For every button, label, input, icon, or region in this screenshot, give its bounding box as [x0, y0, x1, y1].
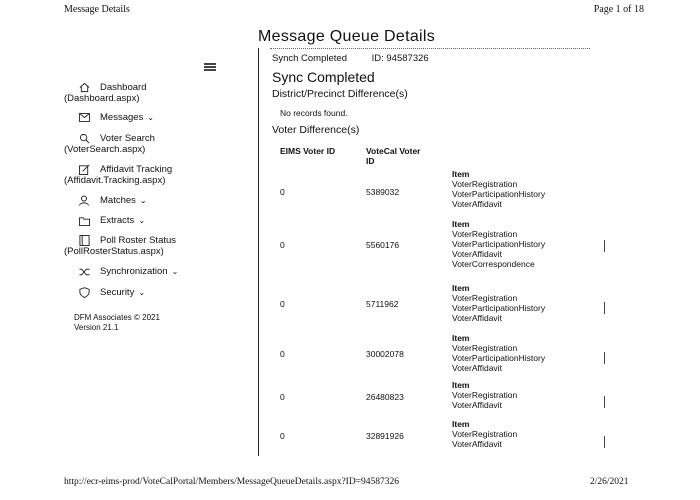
items-cell [452, 333, 545, 373]
print-page-number: Page 1 of 18 [593, 4, 644, 15]
sidebar-item-security[interactable] [62, 287, 222, 298]
sync-status-text: Synch Completed [272, 53, 347, 64]
sidebar-item-label: Matches [100, 195, 136, 206]
votecal-id-cell: 5389032 [366, 187, 400, 197]
item-text: VoterAffidavit [452, 363, 502, 373]
chevron-down-icon: ⌄ [138, 288, 146, 297]
district-heading: District/Precinct Difference(s) [272, 88, 408, 100]
items-cell [452, 283, 545, 323]
envelope-icon [76, 113, 92, 122]
copyright-text: DFM Associates © 2021 [74, 313, 160, 322]
item-text: VoterAffidavit [452, 400, 502, 410]
print-header-title: Message Details [64, 4, 130, 15]
chevron-down-icon: ⌄ [171, 267, 179, 276]
sync-status-line [272, 53, 429, 64]
shield-icon [76, 287, 92, 298]
eims-id-cell: 0 [280, 187, 285, 197]
sync-heading: Sync Completed [272, 69, 375, 85]
item-text: VoterCorrespondence [452, 259, 535, 269]
item-text: VoterRegistration [452, 429, 518, 439]
scroll-tick [604, 240, 605, 252]
sidebar-item-poll-roster-status[interactable] [62, 235, 222, 257]
chevron-down-icon: ⌄ [147, 113, 155, 122]
items-header: Item [452, 419, 470, 429]
sidebar-item-label: Voter Search [100, 133, 155, 144]
chevron-down-icon: ⌄ [138, 216, 146, 225]
version-text: Version 21.1 [74, 323, 119, 332]
sidebar-item-label: Extracts [100, 215, 135, 226]
item-text: VoterParticipationHistory [452, 353, 546, 363]
sidebar-item-sub: (Affidavit.Tracking.aspx) [64, 175, 166, 186]
scroll-tick [604, 302, 605, 314]
menu-toggle-icon[interactable] [204, 63, 216, 71]
votecal-id-cell: 5560176 [366, 240, 400, 250]
items-cell [452, 419, 517, 449]
scroll-tick [604, 352, 605, 364]
item-text: VoterRegistration [452, 229, 518, 239]
item-text: VoterParticipationHistory [452, 189, 546, 199]
item-text: VoterAffidavit [452, 249, 502, 259]
home-icon [76, 82, 92, 93]
message-id-text: ID: 94587326 [371, 53, 429, 64]
sidebar-item-messages[interactable] [62, 112, 222, 123]
items-header: Item [452, 169, 470, 179]
users-icon [76, 195, 92, 206]
votecal-id-cell: 26480823 [366, 392, 404, 402]
eims-id-cell: 0 [280, 392, 285, 402]
sidebar-item-label: Dashboard [100, 82, 147, 93]
sidebar-item-sub: (PollRosterStatus.aspx) [64, 246, 164, 257]
sidebar-item-synchronization[interactable] [62, 266, 222, 277]
message-details-panel [258, 48, 610, 456]
sidebar-item-label: Synchronization [100, 266, 168, 277]
items-header: Item [452, 380, 470, 390]
item-text: VoterParticipationHistory [452, 303, 546, 313]
item-text: VoterRegistration [452, 293, 518, 303]
sidebar-item-affidavit-tracking[interactable] [62, 164, 222, 186]
sidebar-item-label: Poll Roster Status [100, 235, 177, 246]
item-text: VoterRegistration [452, 343, 518, 353]
item-text: VoterRegistration [452, 390, 518, 400]
sidebar-item-matches[interactable] [62, 195, 222, 206]
eims-id-cell: 0 [280, 240, 285, 250]
items-cell [452, 169, 545, 209]
sidebar-item-label: Messages [100, 112, 144, 123]
item-text: VoterAffidavit [452, 313, 502, 323]
items-header: Item [452, 219, 470, 229]
eims-id-cell: 0 [280, 349, 285, 359]
sidebar-item-label: Security [100, 287, 135, 298]
sidebar-item-label: Affidavit Tracking [100, 164, 173, 175]
scroll-tick [604, 396, 605, 408]
print-footer-date: 2/26/2021 [590, 477, 629, 487]
page-title: Message Queue Details [258, 28, 436, 45]
votecal-id-cell: 5711962 [366, 299, 399, 309]
sidebar-item-sub: (VoterSearch.aspx) [64, 144, 146, 155]
eims-id-cell: 0 [280, 299, 285, 309]
chevron-down-icon: ⌄ [139, 196, 147, 205]
items-header: Item [452, 283, 470, 293]
item-text: VoterParticipationHistory [452, 239, 546, 249]
scroll-tick [604, 436, 605, 448]
no-records-text: No records found. [280, 108, 348, 118]
sidebar-item-extracts[interactable] [62, 215, 222, 226]
item-text: VoterAffidavit [452, 439, 502, 449]
votecal-id-cell: 32891926 [366, 431, 404, 441]
panel-border [258, 48, 259, 456]
voter-heading: Voter Difference(s) [272, 124, 360, 136]
column-header-votecal: VoteCal Voter ID [366, 146, 421, 166]
item-text: VoterAffidavit [452, 199, 502, 209]
print-footer-url: http://ecr-eims-prod/VoteCalPortal/Members/MessageQueueDetails.aspx?ID=94587326 [64, 477, 400, 487]
eims-id-cell: 0 [280, 431, 285, 441]
items-header: Item [452, 333, 470, 343]
book-icon [76, 235, 92, 246]
sidebar-footer [74, 313, 160, 333]
item-text: VoterRegistration [452, 179, 518, 189]
column-header-eims: EIMS Voter ID [280, 146, 336, 156]
votecal-id-cell: 30002078 [366, 349, 404, 359]
items-cell [452, 380, 517, 410]
shuffle-icon [76, 267, 92, 277]
panel-top-divider [270, 48, 590, 50]
edit-icon [76, 164, 92, 175]
folder-icon [76, 216, 92, 226]
sidebar-item-sub: (Dashboard.aspx) [64, 93, 140, 104]
sidebar-item-dashboard[interactable] [62, 82, 222, 104]
search-icon [76, 133, 92, 144]
items-cell [452, 219, 545, 269]
sidebar-item-voter-search[interactable] [62, 133, 222, 155]
